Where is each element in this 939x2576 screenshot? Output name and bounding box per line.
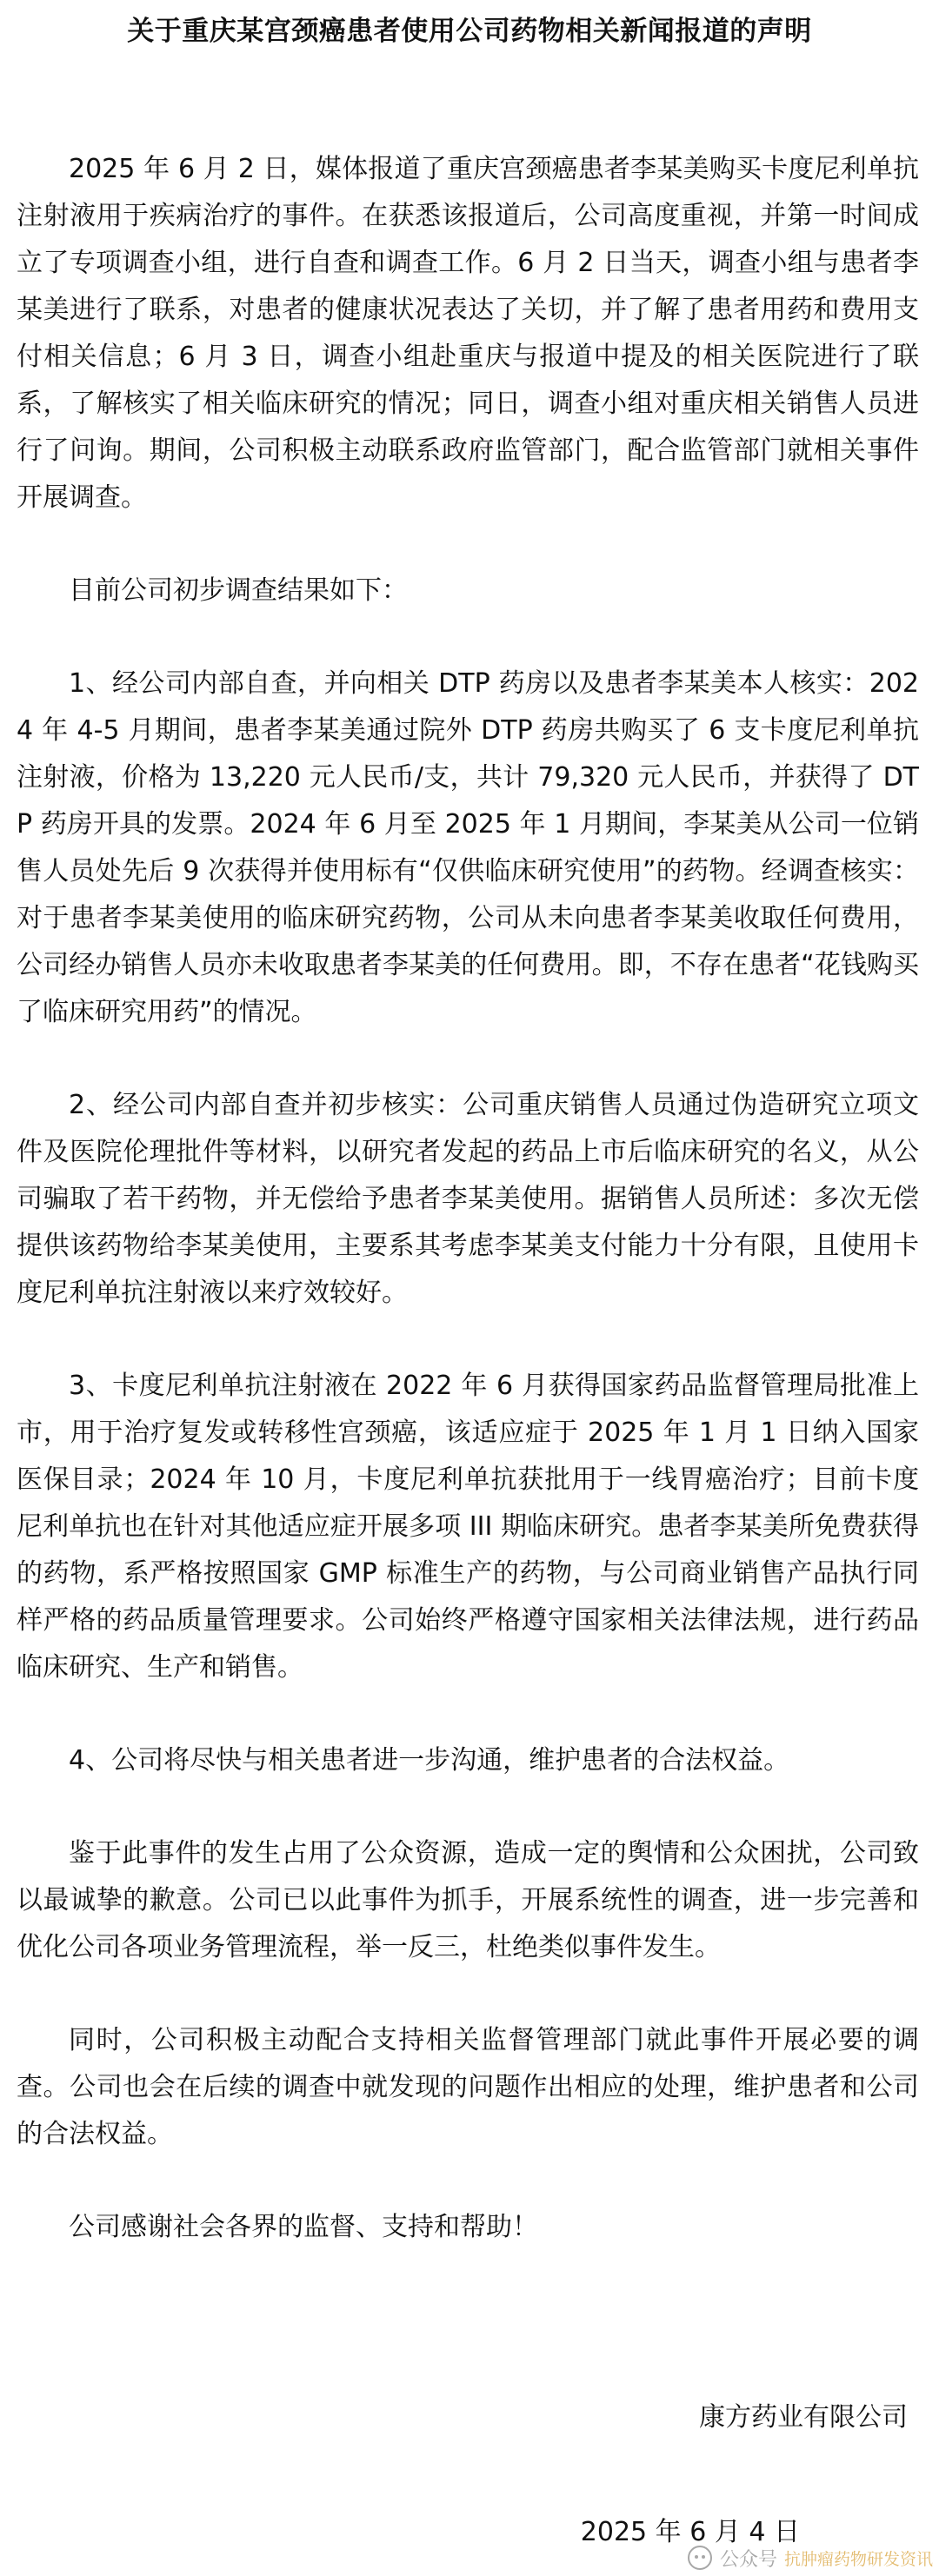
watermark-account-name: 抗肿瘤药物研发资讯 xyxy=(784,2549,934,2569)
signature-company: 康方药业有限公司 xyxy=(699,2402,908,2433)
paragraph-intro: 2025 年 6 月 2 日，媒体报道了重庆宫颈癌患者李某美购买卡度尼利单抗注射液用于疾病治疗的事件。在获悉该报道后，公司高度重视，并第一时间成立了专项调查小组，进行自查和调查工作。6 月 2 日当天，调查小组与患者李某美进行了联系，对患者的健康状况表达了关切，并了解了患者用药和费用支付相关信息；6 月 3 日，调查小组赴重庆与报道中提及的相关医院进行了联系，了解核实了相关临床研究的情况；同日，调查小组对重庆相关销售人员进行了问询。期间，公司积极主动联系政府监管部门，配合监管部门就相关事件开展调查。 xyxy=(17,154,919,513)
paragraph-findings-lead: 目前公司初步调查结果如下： xyxy=(69,575,408,606)
paragraph-apology: 鉴于此事件的发生占用了公众资源，造成一定的舆情和公众困扰，公司致以最诚挚的歉意。公司已以此事件为抓手，开展系统性的调查，进一步完善和优化公司各项业务管理流程，举一反三，杜绝类似事件发生。 xyxy=(17,1838,919,1962)
paragraph-finding-1: 1、经公司内部自查，并向相关 DTP 药房以及患者李某美本人核实：2024 年 4-5 月期间，患者李某美通过院外 DTP 药房共购买了 6 支卡度尼利单抗注射液，价格为 13,220 元人民币/支，共计 79,320 元人民币，并获得了 DTP 药房开具的发票。2024 年 6 月至 2025 年 1 月期间，李某美从公司一位销售人员处先后 9 次获得并使用标有“仅供临床研究使用”的药物。经调查核实：对于患者李某美使用的临床研究药物，公司从未向患者李某美收取任何费用，公司经办销售人员亦未收取患者李某美的任何费用。即，不存在患者“花钱购买了临床研究用药”的情况。 xyxy=(17,668,919,1027)
paragraph-cooperation: 同时，公司积极主动配合支持相关监督管理部门就此事件开展必要的调查。公司也会在后续的调查中就发现的问题作出相应的处理，维护患者和公司的合法权益。 xyxy=(17,2025,919,2149)
watermark-prefix: 公众号 xyxy=(720,2548,778,2571)
signature-date: 2025 年 6 月 4 日 xyxy=(580,2517,800,2547)
wechat-official-account-icon xyxy=(687,2545,713,2571)
paragraph-finding-3: 3、卡度尼利单抗注射液在 2022 年 6 月获得国家药品监督管理局批准上市，用于治疗复发或转移性宫颈癌，该适应症于 2025 年 1 月 1 日纳入国家医保目录；2024 年 10 月，卡度尼利单抗获批用于一线胃癌治疗；目前卡度尼利单抗也在针对其他适应症开展多项 III 期临床研究。患者李某美所免费获得的药物，系严格按照国家 GMP 标准生产的药物，与公司商业销售产品执行同样严格的药品质量管理要求。公司始终严格遵守国家相关法律法规，进行药品临床研究、生产和销售。 xyxy=(17,1371,919,1683)
document-body xyxy=(17,146,919,2297)
paragraph-thanks: 公司感谢社会各界的监督、支持和帮助！ xyxy=(69,2212,538,2242)
paragraph-finding-2: 2、经公司内部自查并初步核实：公司重庆销售人员通过伪造研究立项文件及医院伦理批件等材料，以研究者发起的药品上市后临床研究的名义，从公司骗取了若干药物，并无偿给予患者李某美使用。据销售人员所述：多次无偿提供该药物给李某美使用，主要系其考虑李某美支付能力十分有限，且使用卡度尼利单抗注射液以来疗效较好。 xyxy=(17,1090,919,1308)
document-title: 关于重庆某宫颈癌患者使用公司药物相关新闻报道的声明 xyxy=(127,16,812,47)
paragraph-finding-4: 4、公司将尽快与相关患者进一步沟通，维护患者的合法权益。 xyxy=(69,1745,790,1776)
wechat-watermark xyxy=(687,2543,933,2573)
